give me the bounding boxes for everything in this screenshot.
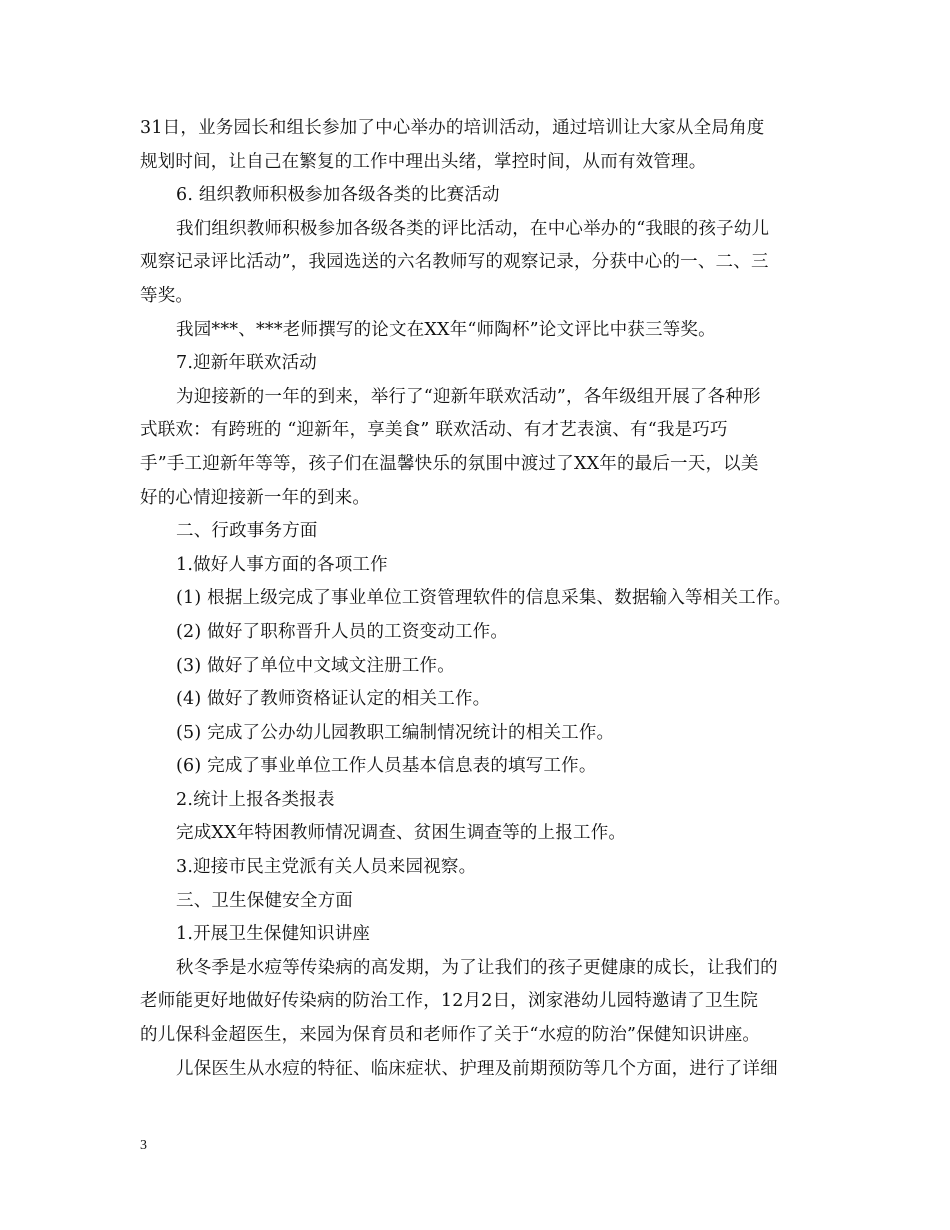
- section-heading: 6. 组织教师积极参加各级各类的比赛活动: [176, 185, 500, 206]
- text-line: 规划时间，让自己在繁复的工作中理出头绪，掌控时间，从而有效管理。: [140, 151, 707, 172]
- text-line: 式联欢：有跨班的 “迎新年，享美食” 联欢活动、有才艺表演、有“我是巧巧: [140, 420, 728, 441]
- section-heading: 3.迎接市民主党派有关人员来园视察。: [176, 857, 477, 878]
- section-heading: 2.统计上报各类报表: [176, 789, 335, 810]
- text-line: 秋冬季是水痘等传染病的高发期，为了让我们的孩子更健康的成长，让我们的: [176, 957, 778, 978]
- section-heading: 三、卫生保健安全方面: [176, 890, 353, 911]
- text-line: 31日，业务园长和组长参加了中心举办的培训活动，通过培训让大家从全局角度: [140, 118, 765, 138]
- text-line: 为迎接新的一年的到来，举行了“迎新年联欢活动”，各年级组开展了各种形: [176, 386, 761, 407]
- text-line: 好的心情迎接新一年的到来。: [140, 487, 371, 508]
- text-line: 完成XX年特困教师情况调查、贫困生调查等的上报工作。: [176, 823, 627, 844]
- section-heading: 7.迎新年联欢活动: [176, 353, 317, 374]
- page-number: 3: [140, 1138, 147, 1153]
- text-line: 我园***、***老师撰写的论文在XX年“师陶杯”论文评比中获三等奖。: [176, 319, 716, 340]
- section-heading: 1.做好人事方面的各项工作: [176, 554, 388, 575]
- text-line: 老师能更好地做好传染病的防治工作，12月2日，浏家港幼儿园特邀请了卫生院: [140, 991, 759, 1012]
- list-item: (4) 做好了教师资格证认定的相关工作。: [176, 689, 491, 710]
- list-item: (2) 做好了职称晋升人员的工资变动工作。: [176, 621, 509, 642]
- document-body: [140, 112, 830, 1086]
- section-heading: 1.开展卫生保健知识讲座: [176, 924, 371, 945]
- text-line: 观察记录评比活动”，我园选送的六名教师写的观察记录，分获中心的一、二、三: [140, 252, 769, 273]
- text-line: 我们组织教师积极参加各级各类的评比活动，在中心举办的“我眼的孩子幼儿: [176, 218, 770, 239]
- list-item: (1) 根据上级完成了事业单位工资管理软件的信息采集、数据输入等相关工作。: [176, 588, 792, 609]
- list-item: (5) 完成了公办幼儿园教职工编制情况统计的相关工作。: [176, 722, 615, 743]
- list-item: (3) 做好了单位中文域文注册工作。: [176, 655, 455, 676]
- section-heading: 二、行政事务方面: [176, 521, 318, 542]
- text-line: 的儿保科金超医生，来园为保育员和老师作了关于“水痘的防治”保健知识讲座。: [140, 1025, 761, 1046]
- list-item: (6) 完成了事业单位工作人员基本信息表的填写工作。: [176, 756, 597, 777]
- text-line: 手”手工迎新年等等，孩子们在温馨快乐的氛围中渡过了XX年的最后一天，以美: [140, 453, 759, 474]
- text-line: 儿保医生从水痘的特征、临床症状、护理及前期预防等几个方面，进行了详细: [176, 1058, 778, 1079]
- text-line: 等奖。: [140, 285, 194, 306]
